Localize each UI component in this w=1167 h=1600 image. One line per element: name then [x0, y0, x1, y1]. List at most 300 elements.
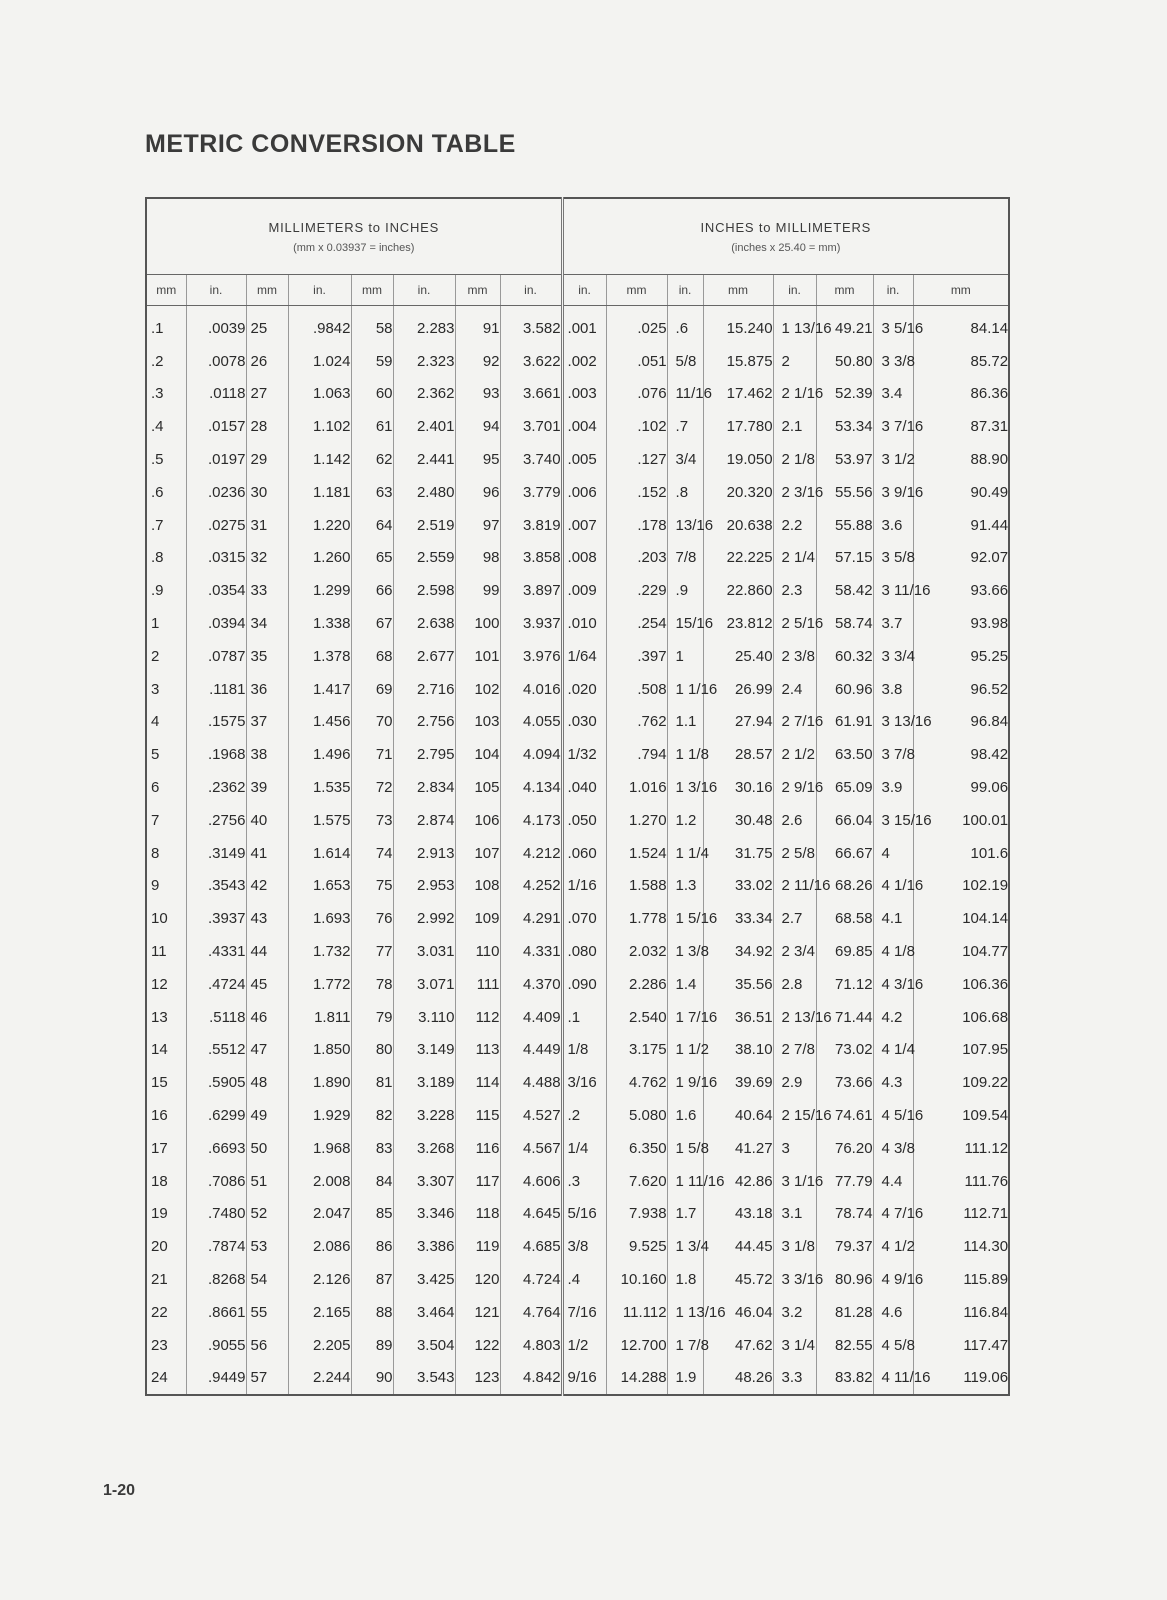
table-cell: 51 — [246, 1165, 288, 1198]
table-cell: 13 — [146, 1001, 186, 1034]
table-cell: 99 — [455, 574, 500, 607]
table-cell: 71 — [351, 738, 393, 771]
table-cell: 3.189 — [393, 1066, 455, 1099]
table-cell: 96.52 — [970, 680, 1009, 698]
table-cell: .9055 — [186, 1329, 246, 1362]
table-cell: 1 7/8 — [667, 1329, 703, 1362]
table-cell: 30.48 — [703, 804, 773, 837]
table-cell: 4.134 — [500, 771, 562, 804]
table-cell: 1.102 — [288, 410, 351, 443]
table-cell: 3.8 — [873, 673, 913, 706]
table-cell: 111.12 — [964, 1139, 1009, 1157]
table-cell: 66.04 — [816, 804, 873, 837]
table-cell: 31 — [246, 509, 288, 542]
table-cell: 44 — [246, 935, 288, 968]
table-row — [146, 837, 1009, 870]
table-cell: 1/4 — [562, 1132, 606, 1165]
table-row — [146, 443, 1009, 476]
table-cell: 30.16 — [703, 771, 773, 804]
table-cell: 4.291 — [500, 902, 562, 935]
table-cell: 1/64 — [562, 640, 606, 673]
table-cell: 43.18 — [703, 1198, 773, 1231]
table-row — [146, 1066, 1009, 1099]
table-cell: .007 — [562, 509, 606, 542]
table-cell: 4 11/16 — [873, 1362, 913, 1396]
table-cell: 2.032 — [606, 935, 667, 968]
table-cell: 90 — [351, 1362, 393, 1396]
table-cell: 106.68 — [962, 1008, 1009, 1026]
table-cell: 4 1/16 — [873, 870, 913, 903]
table-cell: 88 — [351, 1296, 393, 1329]
table-cell: 1.575 — [288, 804, 351, 837]
table-cell: 3.622 — [500, 345, 562, 378]
table-cell: 49.21 — [816, 306, 873, 345]
table-cell: 32 — [246, 542, 288, 575]
table-cell: 110 — [455, 935, 500, 968]
table-cell: 3.3 — [773, 1362, 816, 1396]
table-cell: 1.535 — [288, 771, 351, 804]
table-cell: 69.85 — [816, 935, 873, 968]
table-cell: .090 — [562, 968, 606, 1001]
table-cell: .4 — [146, 410, 186, 443]
table-cell: 28.57 — [703, 738, 773, 771]
table-cell: 114 — [455, 1066, 500, 1099]
table-cell: 27 — [246, 378, 288, 411]
table-cell: .1 — [562, 1001, 606, 1034]
table-cell: 15 — [146, 1066, 186, 1099]
table-cell: .0118 — [186, 378, 246, 411]
table-cell: 77 — [351, 935, 393, 968]
table-cell: 59 — [351, 345, 393, 378]
table-cell: 4.2 — [873, 1001, 913, 1034]
table-cell: 1.7 — [667, 1198, 703, 1231]
table-cell: 14.288 — [606, 1362, 667, 1396]
table-row — [146, 673, 1009, 706]
table-cell: 107 — [455, 837, 500, 870]
table-cell: 3 1/8 — [773, 1230, 816, 1263]
table-cell: 3.346 — [393, 1198, 455, 1231]
table-cell: 84.14 — [970, 319, 1009, 337]
table-cell: 1.778 — [606, 902, 667, 935]
table-cell: 3.779 — [500, 476, 562, 509]
table-cell: 76 — [351, 902, 393, 935]
table-cell: 91.44 — [970, 516, 1009, 534]
table-cell: 47.62 — [703, 1329, 773, 1362]
table-cell: 5/8 — [667, 345, 703, 378]
table-cell: .762 — [606, 706, 667, 739]
table-cell: .003 — [562, 378, 606, 411]
table-cell: 3.6 — [873, 509, 913, 542]
table-cell: 2 7/16 — [773, 706, 816, 739]
table-cell: 1 1/16 — [667, 673, 703, 706]
table-row — [146, 574, 1009, 607]
table-cell: 41 — [246, 837, 288, 870]
table-cell: 1.063 — [288, 378, 351, 411]
table-cell: 2.165 — [288, 1296, 351, 1329]
table-row — [146, 345, 1009, 378]
table-cell: .051 — [606, 345, 667, 378]
table-cell: 120 — [455, 1263, 500, 1296]
table-cell: 61 — [351, 410, 393, 443]
table-cell: 107.95 — [962, 1041, 1009, 1059]
table-cell: 3 7/16 — [873, 410, 913, 443]
table-cell: .4 — [562, 1263, 606, 1296]
table-cell: 4.527 — [500, 1099, 562, 1132]
table-cell: .6299 — [186, 1099, 246, 1132]
table-cell: 3 — [773, 1132, 816, 1165]
table-cell: 5/16 — [562, 1198, 606, 1231]
table-cell: 119 — [455, 1230, 500, 1263]
table-cell: .080 — [562, 935, 606, 968]
table-cell: 3 7/8 — [873, 738, 913, 771]
table-cell: 6.350 — [606, 1132, 667, 1165]
table-cell: 4.370 — [500, 968, 562, 1001]
table-cell: 3.937 — [500, 607, 562, 640]
table-cell: .9 — [667, 574, 703, 607]
table-cell: .050 — [562, 804, 606, 837]
table-cell: .008 — [562, 542, 606, 575]
table-cell: 1.270 — [606, 804, 667, 837]
table-cell: 1.4 — [667, 968, 703, 1001]
table-cell: 3.110 — [393, 1001, 455, 1034]
table-cell: 4 1/8 — [873, 935, 913, 968]
table-cell: 1.772 — [288, 968, 351, 1001]
table-cell: 74.61 — [816, 1099, 873, 1132]
table-cell: 111 — [455, 968, 500, 1001]
table-cell: .006 — [562, 476, 606, 509]
table-cell: 2.598 — [393, 574, 455, 607]
table-cell: 109.22 — [962, 1074, 1009, 1092]
table-cell: .178 — [606, 509, 667, 542]
table-cell: 96 — [455, 476, 500, 509]
table-cell: 1.614 — [288, 837, 351, 870]
table-cell: 93.66 — [970, 582, 1009, 600]
table-cell: 121 — [455, 1296, 500, 1329]
table-cell: 48 — [246, 1066, 288, 1099]
table-cell: .0236 — [186, 476, 246, 509]
table-cell: 2 9/16 — [773, 771, 816, 804]
table-cell: 24 — [146, 1362, 186, 1396]
table-cell: .3149 — [186, 837, 246, 870]
table-cell: .397 — [606, 640, 667, 673]
table-cell: .794 — [606, 738, 667, 771]
table-cell: 1.929 — [288, 1099, 351, 1132]
table-cell: 7/8 — [667, 542, 703, 575]
table-cell: 123 — [455, 1362, 500, 1396]
table-cell: 11/16 — [667, 378, 703, 411]
table-cell: 11.112 — [606, 1296, 667, 1329]
table-cell: 3.661 — [500, 378, 562, 411]
table-cell: 4 — [873, 837, 913, 870]
table-cell: 1.456 — [288, 706, 351, 739]
table-cell: 82 — [351, 1099, 393, 1132]
table-cell: 116 — [455, 1132, 500, 1165]
table-cell: 109.54 — [962, 1107, 1009, 1125]
table-cell: 3.1 — [773, 1198, 816, 1231]
table-cell: 2.401 — [393, 410, 455, 443]
table-cell: 65.09 — [816, 771, 873, 804]
table-cell: 39.69 — [703, 1066, 773, 1099]
table-row — [146, 1165, 1009, 1198]
table-cell: 3.976 — [500, 640, 562, 673]
table-cell: 7/16 — [562, 1296, 606, 1329]
table-cell: 35 — [246, 640, 288, 673]
table-cell: .127 — [606, 443, 667, 476]
page-title: METRIC CONVERSION TABLE — [145, 130, 516, 158]
table-cell: 3/8 — [562, 1230, 606, 1263]
table-cell: .3937 — [186, 902, 246, 935]
table-cell: 2 5/8 — [773, 837, 816, 870]
table-cell: 1.968 — [288, 1132, 351, 1165]
table-cell: 4 3/8 — [873, 1132, 913, 1165]
table-cell: 4 3/16 — [873, 968, 913, 1001]
table-cell: 2.323 — [393, 345, 455, 378]
table-cell: 45.72 — [703, 1263, 773, 1296]
table-cell: 1.2 — [667, 804, 703, 837]
table-cell: .2 — [562, 1099, 606, 1132]
table-cell: 57 — [246, 1362, 288, 1396]
table-row — [146, 1362, 1009, 1396]
table-cell: 4.3 — [873, 1066, 913, 1099]
conversion-table — [145, 197, 1010, 1396]
table-cell: 95 — [455, 443, 500, 476]
table-cell: 1.299 — [288, 574, 351, 607]
table-cell: 10.160 — [606, 1263, 667, 1296]
table-cell: .010 — [562, 607, 606, 640]
table-cell: .8 — [146, 542, 186, 575]
table-cell: 3.425 — [393, 1263, 455, 1296]
table-cell: 20 — [146, 1230, 186, 1263]
table-cell: 2.086 — [288, 1230, 351, 1263]
table-cell: 1 7/16 — [667, 1001, 703, 1034]
table-cell: 3 3/8 — [873, 345, 913, 378]
column-header: mm — [146, 275, 186, 306]
table-cell: 55 — [246, 1296, 288, 1329]
column-header: mm — [703, 275, 773, 306]
table-cell: 74 — [351, 837, 393, 870]
table-cell: 2.286 — [606, 968, 667, 1001]
table-cell: 4.449 — [500, 1034, 562, 1067]
table-cell: 2.519 — [393, 509, 455, 542]
table-cell: 3.543 — [393, 1362, 455, 1396]
table-cell: 4.488 — [500, 1066, 562, 1099]
table-cell: 96.84 — [970, 713, 1009, 731]
table-cell: 8 — [146, 837, 186, 870]
table-cell: .3543 — [186, 870, 246, 903]
table-cell: .9449 — [186, 1362, 246, 1396]
table-cell: 42.86 — [703, 1165, 773, 1198]
table-cell: 2 11/16 — [773, 870, 816, 903]
table-row — [146, 870, 1009, 903]
table-cell: 44.45 — [703, 1230, 773, 1263]
table-cell: 2 1/2 — [773, 738, 816, 771]
table-cell: 2 1/16 — [773, 378, 816, 411]
table-cell: .7 — [667, 410, 703, 443]
table-cell: 116.84 — [963, 1303, 1009, 1321]
table-cell: 49 — [246, 1099, 288, 1132]
table-cell: 4.842 — [500, 1362, 562, 1396]
table-cell: .4331 — [186, 935, 246, 968]
table-cell: 60.32 — [816, 640, 873, 673]
table-cell: .002 — [562, 345, 606, 378]
table-row — [146, 1230, 1009, 1263]
table-cell: 4.803 — [500, 1329, 562, 1362]
table-row — [146, 902, 1009, 935]
table-cell: 117 — [455, 1165, 500, 1198]
table-cell: 4.055 — [500, 706, 562, 739]
table-cell: 89 — [351, 1329, 393, 1362]
table-row — [146, 410, 1009, 443]
table-cell: 2.362 — [393, 378, 455, 411]
table-cell: 113 — [455, 1034, 500, 1067]
table-cell: 71.44 — [816, 1001, 873, 1034]
table-cell: 4.762 — [606, 1066, 667, 1099]
table-cell: 64 — [351, 509, 393, 542]
table-cell: 82.55 — [816, 1329, 873, 1362]
table-row — [146, 1001, 1009, 1034]
table-cell: 4.1 — [873, 902, 913, 935]
table-cell: 16 — [146, 1099, 186, 1132]
table-cell: 46.04 — [703, 1296, 773, 1329]
table-cell: .6693 — [186, 1132, 246, 1165]
table-cell: 3 5/8 — [873, 542, 913, 575]
table-cell: 85.72 — [970, 352, 1009, 370]
table-cell: 97 — [455, 509, 500, 542]
table-cell: 2 3/8 — [773, 640, 816, 673]
table-cell: 4.331 — [500, 935, 562, 968]
table-cell: 7.620 — [606, 1165, 667, 1198]
table-cell: 3.307 — [393, 1165, 455, 1198]
table-cell: 95.25 — [970, 647, 1009, 665]
table-cell: 3 1/2 — [873, 443, 913, 476]
table-cell: 104 — [455, 738, 500, 771]
table-cell: 85 — [351, 1198, 393, 1231]
table-cell: 68.58 — [816, 902, 873, 935]
table-cell: 53.97 — [816, 443, 873, 476]
table-cell: 70 — [351, 706, 393, 739]
table-cell: 3.9 — [873, 771, 913, 804]
table-cell: 3.582 — [500, 306, 562, 345]
column-header: in. — [500, 275, 562, 306]
table-cell: .8268 — [186, 1263, 246, 1296]
table-cell: 1.1 — [667, 706, 703, 739]
table-cell: 55.56 — [816, 476, 873, 509]
table-cell: 3 3/16 — [773, 1263, 816, 1296]
table-cell: 119.06 — [963, 1369, 1009, 1387]
table-cell: 4.409 — [500, 1001, 562, 1034]
table-cell: 4.016 — [500, 673, 562, 706]
table-cell: 38.10 — [703, 1034, 773, 1067]
table-cell: .009 — [562, 574, 606, 607]
column-header: mm — [913, 275, 1009, 306]
table-cell: 3 13/16 — [873, 706, 913, 739]
table-cell: 38 — [246, 738, 288, 771]
table-cell: 4.645 — [500, 1198, 562, 1231]
table-cell: 3.268 — [393, 1132, 455, 1165]
table-row — [146, 1099, 1009, 1132]
table-cell: 4.094 — [500, 738, 562, 771]
table-cell: 31.75 — [703, 837, 773, 870]
table-cell: 2 — [773, 345, 816, 378]
table-cell: .5512 — [186, 1034, 246, 1067]
table-cell: 4.173 — [500, 804, 562, 837]
table-row — [146, 509, 1009, 542]
table-cell: .3 — [146, 378, 186, 411]
table-cell: .3 — [562, 1165, 606, 1198]
table-cell: .7480 — [186, 1198, 246, 1231]
table-cell: 48.26 — [703, 1362, 773, 1396]
table-cell: 108 — [455, 870, 500, 903]
table-cell: 52.39 — [816, 378, 873, 411]
table-cell: .004 — [562, 410, 606, 443]
table-cell: 1.653 — [288, 870, 351, 903]
table-cell: .9 — [146, 574, 186, 607]
table-cell: 87.31 — [970, 418, 1009, 436]
table-cell: 1.588 — [606, 870, 667, 903]
table-cell: 87 — [351, 1263, 393, 1296]
table-cell: 3.740 — [500, 443, 562, 476]
table-row — [146, 306, 1009, 345]
table-cell: 118 — [455, 1198, 500, 1231]
table-cell: 66.67 — [816, 837, 873, 870]
table-cell: .152 — [606, 476, 667, 509]
table-cell: 17.780 — [703, 410, 773, 443]
mm-to-inches-section — [146, 198, 562, 275]
table-cell: .254 — [606, 607, 667, 640]
table-cell: 1.181 — [288, 476, 351, 509]
table-cell: 1 13/16 — [667, 1296, 703, 1329]
table-row — [146, 1329, 1009, 1362]
table-cell: 1.3 — [667, 870, 703, 903]
table-cell: 2 3/4 — [773, 935, 816, 968]
table-row — [146, 1034, 1009, 1067]
table-cell: 3.386 — [393, 1230, 455, 1263]
table-cell: 18 — [146, 1165, 186, 1198]
table-cell: 2.480 — [393, 476, 455, 509]
table-cell: 15/16 — [667, 607, 703, 640]
table-cell: 99.06 — [970, 779, 1009, 797]
table-cell: .0197 — [186, 443, 246, 476]
table-cell: 2.677 — [393, 640, 455, 673]
table-cell: .070 — [562, 902, 606, 935]
table-cell: 1 — [667, 640, 703, 673]
table-cell: 4.764 — [500, 1296, 562, 1329]
table-cell: 2 13/16 — [773, 1001, 816, 1034]
table-cell: 3 9/16 — [873, 476, 913, 509]
table-cell: 4 7/16 — [873, 1198, 913, 1231]
table-cell: 61.91 — [816, 706, 873, 739]
table-cell: .0315 — [186, 542, 246, 575]
column-header: mm — [246, 275, 288, 306]
table-cell: 2.795 — [393, 738, 455, 771]
table-cell: .025 — [606, 306, 667, 345]
table-cell: 50 — [246, 1132, 288, 1165]
table-row — [146, 968, 1009, 1001]
table-cell: 21 — [146, 1263, 186, 1296]
table-cell: 3.228 — [393, 1099, 455, 1132]
table-cell: 3 15/16 — [873, 804, 913, 837]
table-cell: 2.4 — [773, 673, 816, 706]
table-cell: 3.175 — [606, 1034, 667, 1067]
table-cell: 1.220 — [288, 509, 351, 542]
table-cell: 2.244 — [288, 1362, 351, 1396]
table-cell: 79 — [351, 1001, 393, 1034]
table-cell: 3.2 — [773, 1296, 816, 1329]
table-cell: 69 — [351, 673, 393, 706]
table-cell: .001 — [562, 306, 606, 345]
table-cell: 3.4 — [873, 378, 913, 411]
table-row — [146, 935, 1009, 968]
